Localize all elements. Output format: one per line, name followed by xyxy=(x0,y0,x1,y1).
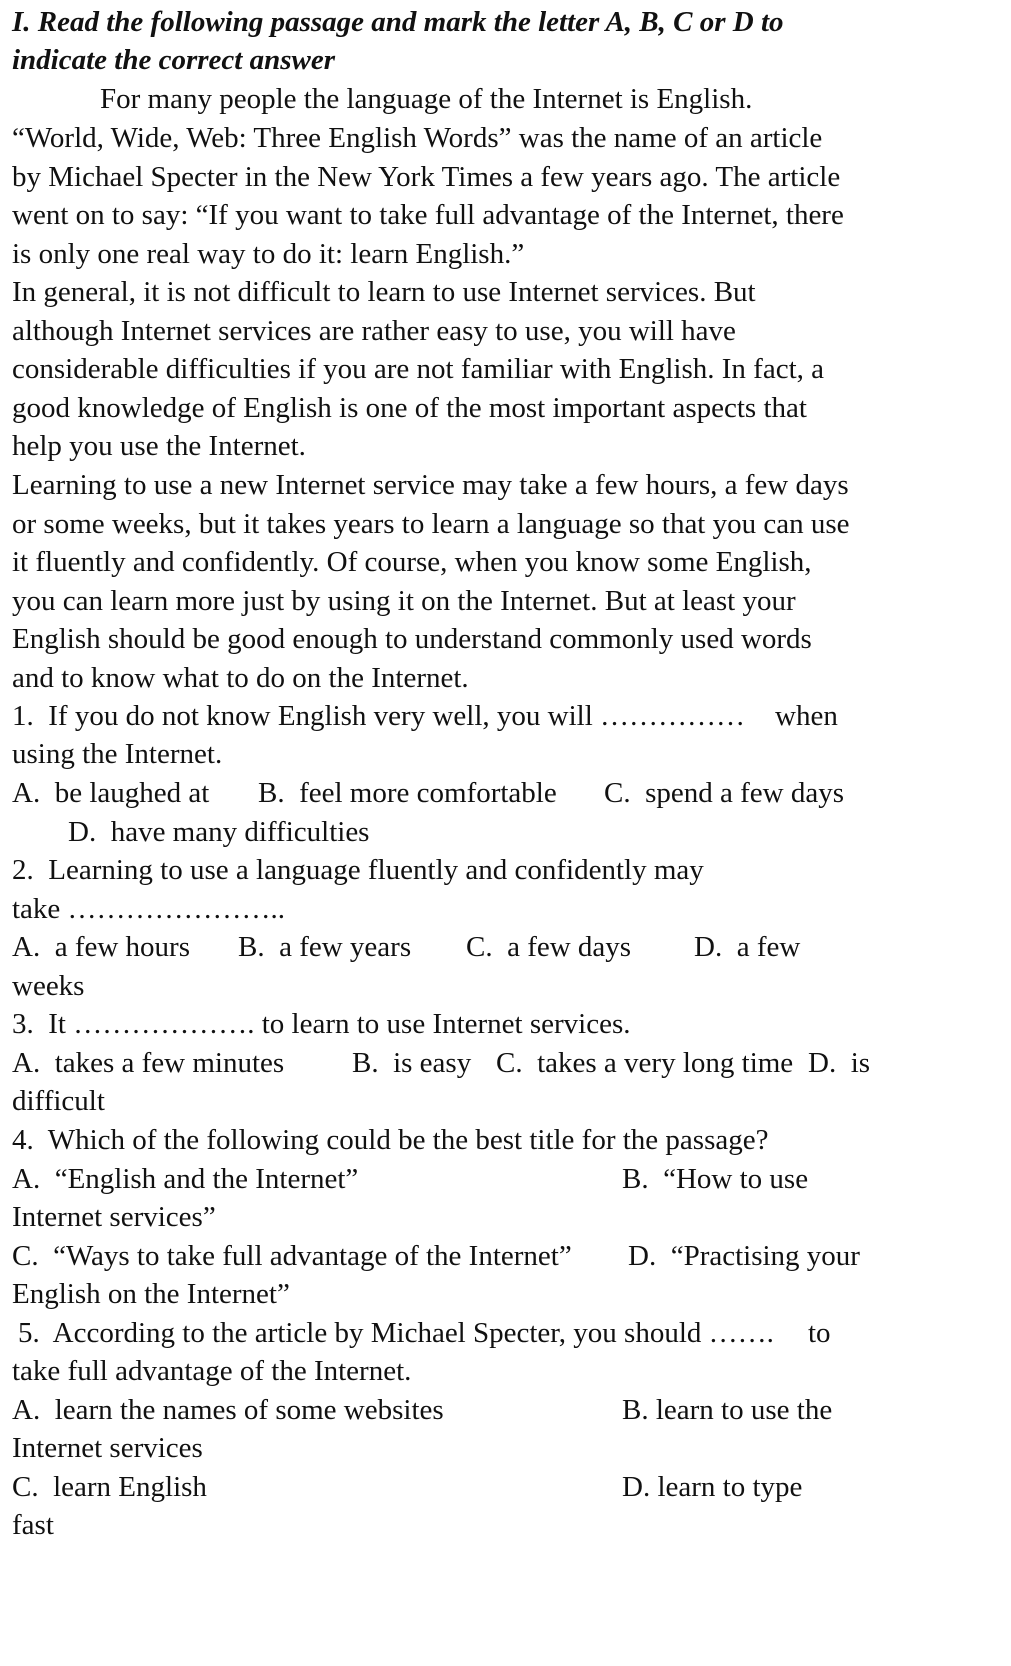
question-5-stem-end: to xyxy=(808,1317,831,1349)
passage-line: is only one real way to do it: learn English.” xyxy=(12,238,525,270)
question-5-option-b: B. learn to use the xyxy=(622,1394,833,1426)
passage-line: good knowledge of English is one of the most important aspects that xyxy=(12,392,807,424)
question-3-option-a: A. takes a few minutes xyxy=(12,1047,285,1079)
question-4-option-d-cont: English on the Internet” xyxy=(12,1278,290,1310)
passage-line: although Internet services are rather easy to use, you will have xyxy=(12,315,736,347)
question-2-option-c: C. a few days xyxy=(466,931,632,963)
passage-line: For many people the language of the Internet is English. xyxy=(100,83,753,115)
question-2-option-d: D. a few xyxy=(694,931,801,963)
question-3-option-d-cont: difficult xyxy=(12,1085,105,1117)
question-4-option-c: C. “Ways to take full advantage of the Internet” xyxy=(12,1240,572,1272)
instruction-heading-line-1: I. Read the following passage and mark the letter A, B, C or D to xyxy=(12,6,784,38)
question-5-option-d: D. learn to type xyxy=(622,1471,803,1503)
question-3-option-b: B. is easy xyxy=(352,1047,472,1079)
question-2-stem: 2. Learning to use a language fluently and confidently may xyxy=(12,854,704,886)
question-2-option-d-cont: weeks xyxy=(12,970,85,1002)
question-4-option-a: A. “English and the Internet” xyxy=(12,1163,359,1195)
passage-line: and to know what to do on the Internet. xyxy=(12,662,469,694)
passage-line: In general, it is not difficult to learn to use Internet services. But xyxy=(12,276,756,308)
question-2-stem-cont: take ………………….. xyxy=(12,893,286,925)
question-1-option-b: B. feel more comfortable xyxy=(258,777,557,809)
question-3-stem: 3. It ………………. to learn to use Internet services. xyxy=(12,1008,631,1040)
question-5-stem-cont: take full advantage of the Internet. xyxy=(12,1355,412,1387)
passage-line: considerable difficulties if you are not familiar with English. In fact, a xyxy=(12,353,825,385)
question-5-option-a: A. learn the names of some websites xyxy=(12,1394,444,1426)
passage-line: English should be good enough to understand commonly used words xyxy=(12,623,812,655)
question-1-option-d: D. have many difficulties xyxy=(68,816,370,848)
question-1-stem: 1. If you do not know English very well, you will …………… xyxy=(12,700,746,732)
passage-line: or some weeks, but it takes years to learn a language so that you can use xyxy=(12,508,850,540)
question-4-option-b-cont: Internet services” xyxy=(12,1201,216,1233)
passage-line: Learning to use a new Internet service may take a few hours, a few days xyxy=(12,469,849,501)
question-4-option-d: D. “Practising your xyxy=(628,1240,860,1272)
question-3-option-d: D. is xyxy=(808,1047,871,1079)
question-5-option-b-cont: Internet services xyxy=(12,1432,203,1464)
question-5-option-d-cont: fast xyxy=(12,1509,54,1541)
passage-line: by Michael Specter in the New York Times a few years ago. The article xyxy=(12,161,841,193)
question-5-stem: 5. According to the article by Michael Specter, you should ……. xyxy=(18,1317,774,1349)
question-4-option-b: B. “How to use xyxy=(622,1163,809,1195)
instruction-heading-line-2: indicate the correct answer xyxy=(12,44,336,76)
passage-line: it fluently and confidently. Of course, when you know some English, xyxy=(12,546,812,578)
question-1-stem-cont: using the Internet. xyxy=(12,738,223,770)
question-1-option-c: C. spend a few days xyxy=(604,777,845,809)
question-5-option-c: C. learn English xyxy=(12,1471,207,1503)
passage-line: you can learn more just by using it on the Internet. But at least your xyxy=(12,585,796,617)
question-4-stem: 4. Which of the following could be the best title for the passage? xyxy=(12,1124,769,1156)
passage-line: “World, Wide, Web: Three English Words” was the name of an article xyxy=(12,122,823,154)
question-1-option-a: A. be laughed at xyxy=(12,777,210,809)
question-2-option-b: B. a few years xyxy=(238,931,412,963)
question-1-stem-end: when xyxy=(775,700,838,732)
question-2-option-a: A. a few hours xyxy=(12,931,190,963)
passage-line: went on to say: “If you want to take full advantage of the Internet, there xyxy=(12,199,844,231)
question-3-option-c: C. takes a very long time xyxy=(496,1047,794,1079)
passage-line: help you use the Internet. xyxy=(12,430,306,462)
